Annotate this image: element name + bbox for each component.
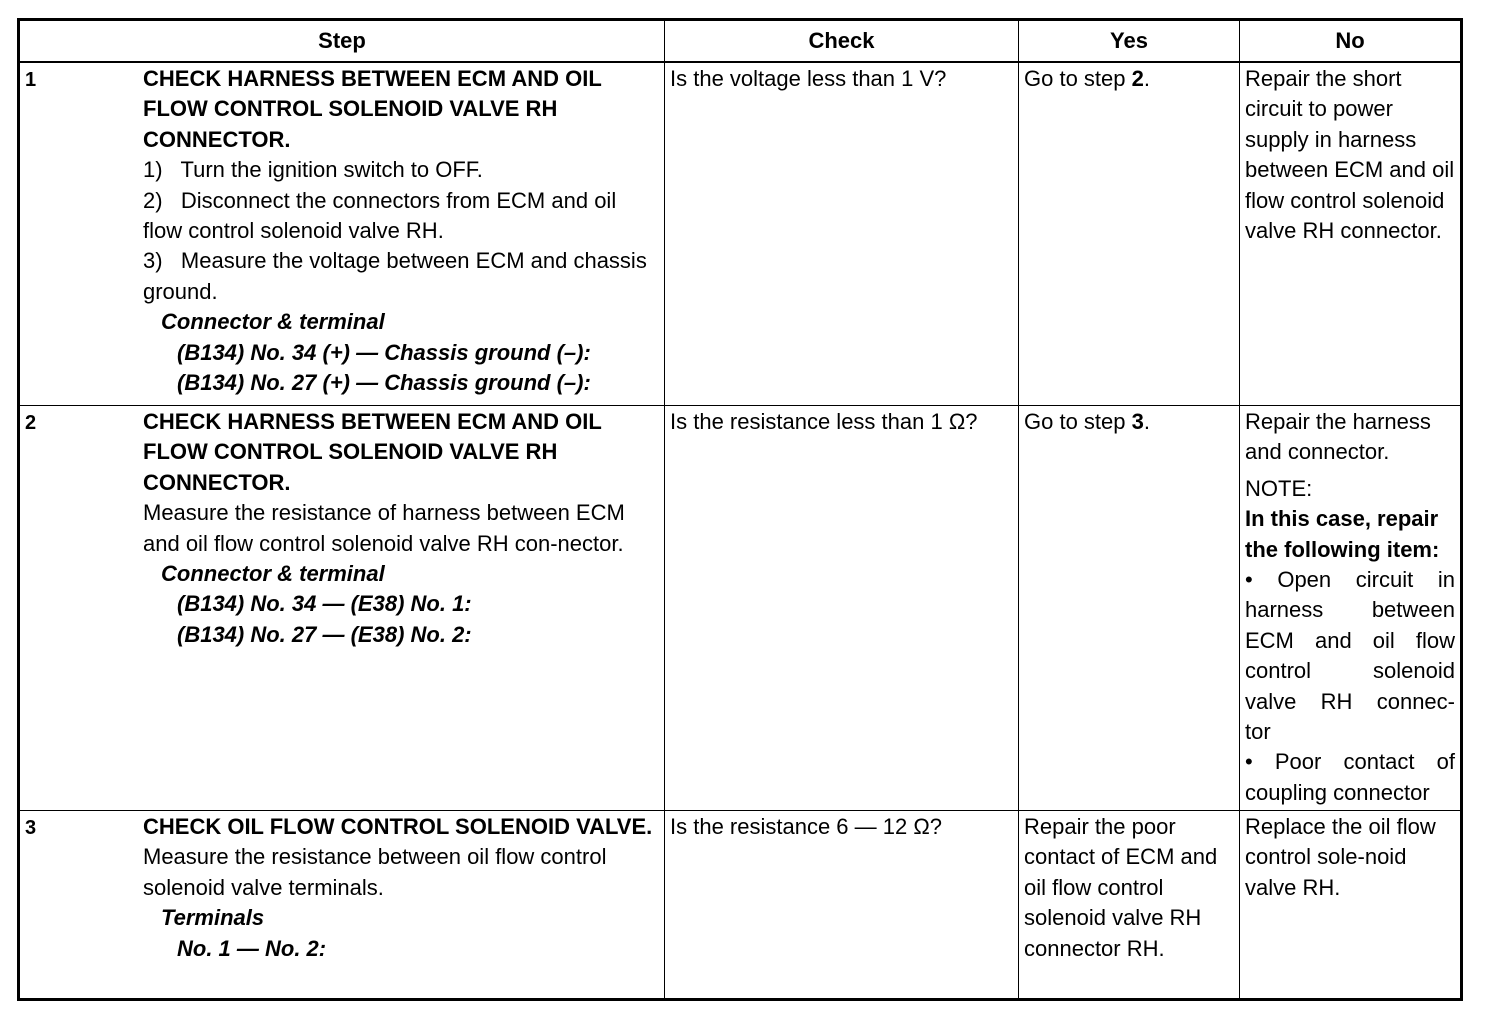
header-check: Check [665,20,1019,63]
step-cell [19,406,665,811]
yes-step-number: 2 [1131,66,1144,91]
note-line: ECM and oil flow [1245,627,1455,653]
yes-step-number: 3 [1131,409,1144,434]
step-instruction: 3) Measure the voltage between ECM and chassis ground. [143,248,647,304]
check-text: Is the resistance less than 1 Ω? [670,409,978,434]
step-subheading: Connector & terminal [161,561,385,587]
table-row [19,406,1462,811]
header-row [19,20,1462,63]
header-yes: Yes [1019,20,1240,63]
step-title: CHECK OIL FLOW CONTROL SOLENOID VALVE. [143,814,653,839]
no-text: Replace the oil flow control sole-noid valve RH. [1245,814,1436,900]
note-line: • Open circuit in [1245,567,1455,593]
no-cell [1240,406,1462,811]
step-number: 3 [25,817,37,839]
note-label: NOTE: [1245,475,1313,501]
note-line: valve RH connec- [1245,688,1455,714]
yes-cell [1019,406,1240,811]
check-text: Is the resistance 6 — 12 Ω? [670,814,943,839]
note-line: tor [1245,719,1271,745]
step-terminal: No. 1 — No. 2: [177,935,327,961]
yes-prefix: Go to step [1024,66,1132,91]
yes-text: Repair the poor contact of ECM and oil flow control solenoid valve RH connector RH. [1024,814,1218,961]
step-number: 2 [25,412,37,434]
step-terminal: (B134) No. 34 (+) — Chassis ground (–): [177,339,591,365]
note-text: In this case, repair the following item: [1245,506,1440,562]
step-title: CHECK HARNESS BETWEEN ECM AND OIL FLOW CONTROL SOLENOID VALVE RH CONNECTOR. [143,409,602,495]
step-title: CHECK HARNESS BETWEEN ECM AND OIL FLOW CONTROL SOLENOID VALVE RH CONNECTOR. [143,66,602,152]
step-instruction: 1) Turn the ignition switch to OFF. [143,157,483,183]
yes-suffix: . [1143,409,1150,434]
step-instruction: 2) Disconnect the connectors from ECM and oil flow control solenoid valve RH. [143,187,617,244]
no-text: Repair the harness and connector. [1245,409,1431,465]
step-subheading: Terminals [161,905,265,931]
check-cell [665,62,1019,406]
step-cell [19,62,665,406]
step-instruction: Measure the resistance between oil flow control solenoid valve terminals. [143,844,607,900]
step-subheading: Connector & terminal [161,309,385,335]
check-cell [665,406,1019,811]
no-text: Repair the short circuit to power supply in harness between ECM and oil flow control solenoid valve RH connector. [1245,66,1455,244]
no-cell [1240,62,1462,406]
check-cell [665,811,1019,1000]
note-line: coupling connector [1245,779,1430,805]
yes-suffix: . [1143,66,1150,91]
note-line: • Poor contact of [1245,749,1455,775]
yes-prefix: Go to step [1024,409,1132,434]
step-instruction: Measure the resistance of harness between ECM and oil flow control solenoid valve RH con-nector. [143,500,625,556]
check-text: Is the voltage less than 1 V? [670,66,947,91]
yes-text [1019,63,1239,94]
header-step: Step [19,20,665,63]
step-terminal: (B134) No. 27 — (E38) No. 2: [177,621,472,647]
header-no: No [1240,20,1462,63]
diagnostic-table [17,18,1463,1001]
note-line: control solenoid [1245,658,1455,684]
yes-text [1019,406,1239,437]
yes-cell [1019,811,1240,1000]
yes-cell [1019,62,1240,406]
step-number: 1 [25,69,37,91]
table-row [19,62,1462,406]
no-cell [1240,811,1462,1000]
table-row [19,811,1462,1000]
note-line: harness between [1245,597,1455,623]
step-terminal: (B134) No. 34 — (E38) No. 1: [177,591,472,617]
step-cell [19,811,665,1000]
step-terminal: (B134) No. 27 (+) — Chassis ground (–): [177,370,591,396]
